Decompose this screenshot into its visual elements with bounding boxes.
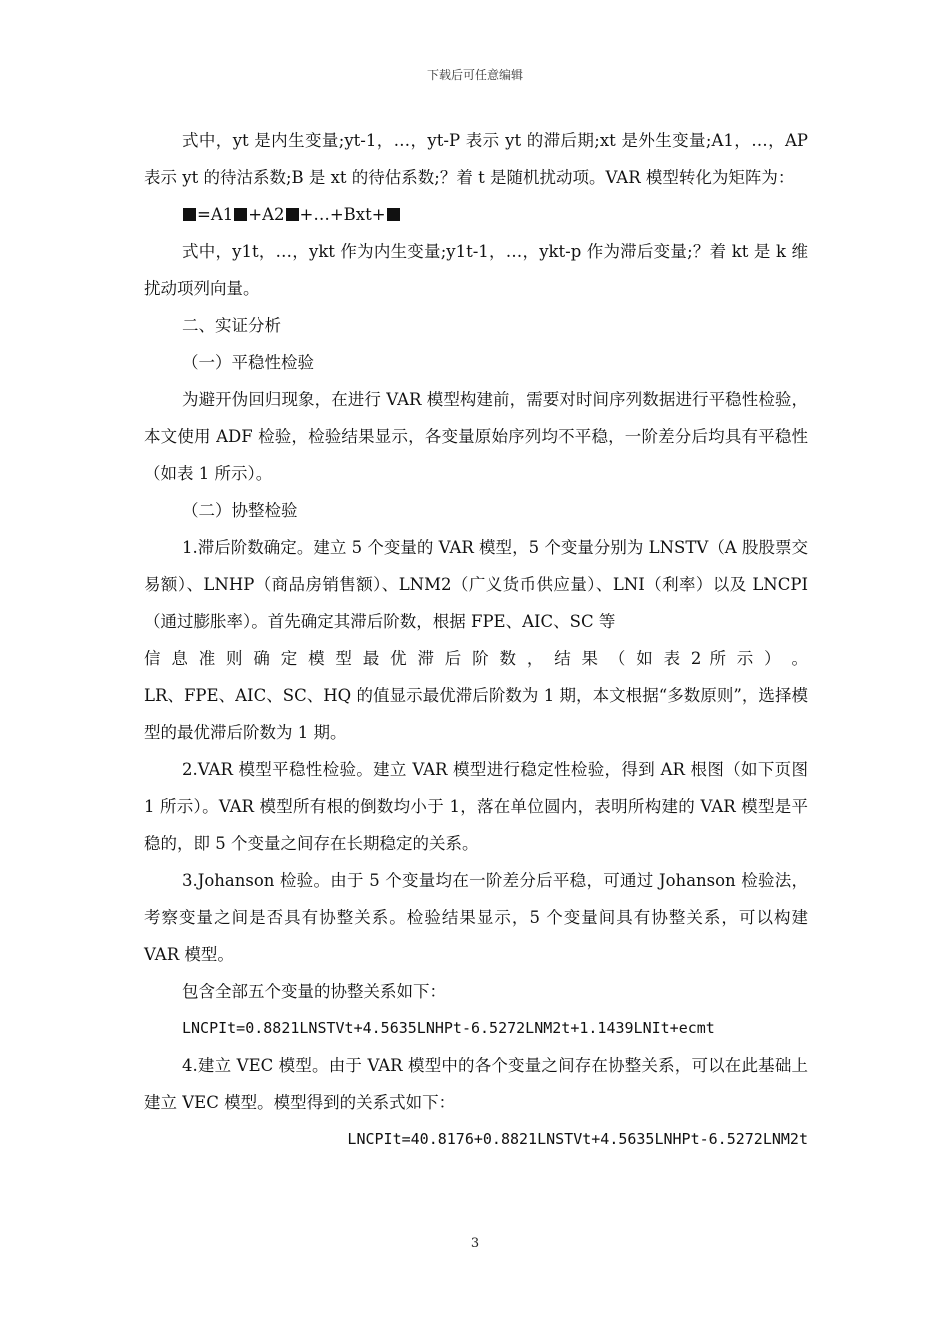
paragraph-vec-model: 4.建立 VEC 模型。由于 VAR 模型中的各个变量之间存在协整关系，可以在此基础上建立 VEC 模型。模型得到的关系式如下： (144, 1056, 808, 1112)
matrix-symbol (387, 208, 400, 221)
document-body (144, 122, 808, 1158)
matrix-symbol (183, 208, 196, 221)
paragraph-lag-order-part-2: 信 息 准 则 确 定 模 型 最 优 滞 后 阶 数 ， 结 果 （ 如 表 2 所 示 ） 。 (144, 649, 809, 668)
subsection-heading-stationarity: （一）平稳性检验 (182, 353, 314, 372)
matrix-symbol (234, 208, 247, 221)
formula-part: =A1 (197, 205, 234, 224)
formula-cointegration: LNCPIt=0.8821LNSTVt+4.5635LNHPt-6.5272LNM2t+1.1439LNIt+ecmt (182, 1019, 715, 1037)
paragraph-lag-order-part-1: 1.滞后阶数确定。建立 5 个变量的 VAR 模型，5 个变量分别为 LNSTV（A 股股票交易额）、LNHP（商品房销售额）、LNM2（广义货币供应量）、LNI（利率）以及 LNCPI（通过膨胀率）。首先确定其滞后阶数，根据 FPE、AIC、SC 等 (144, 538, 808, 631)
section-heading-empirical: 二、实证分析 (182, 316, 281, 335)
formula-part: +A2 (248, 205, 285, 224)
paragraph-matrix-explanation: 式中，y1t，…，ykt 作为内生变量;y1t-1，…，ykt-p 作为滞后变量;？着 kt 是 k 维扰动项列向量。 (144, 242, 808, 298)
paragraph-lag-order-part-3: LR、FPE、AIC、SC、HQ 的值显示最优滞后阶数为 1 期，本文根据“多数原则”，选择模型的最优滞后阶数为 1 期。 (144, 686, 808, 742)
paragraph-cointegration-intro: 包含全部五个变量的协整关系如下： (182, 982, 446, 1001)
paragraph-lag-order (144, 529, 808, 751)
paragraph-model-definition: 式中，yt 是内生变量;yt-1，…，yt-P 表示 yt 的滞后期;xt 是外生变量;A1，…，AP 表示 yt 的待沽系数;B 是 xt 的待估系数;？着 t 是随机扰动项。VAR 模型转化为矩阵为： (144, 131, 808, 187)
paragraph-johanson: 3.Johanson 检验。由于 5 个变量均在一阶差分后平稳，可通过 Johanson 检验法，考察变量之间是否具有协整关系。检验结果显示，5 个变量间具有协整关系，可以构建 VAR 模型。 (144, 871, 808, 964)
formula-vec: LNCPIt=40.8176+0.8821LNSTVt+4.5635LNHPt-6.5272LNM2t (347, 1130, 808, 1148)
paragraph-stationarity: 为避开伪回归现象，在进行 VAR 模型构建前，需要对时间序列数据进行平稳性检验，本文使用 ADF 检验，检验结果显示，各变量原始序列均不平稳，一阶差分后均具有平稳性（如表 1 所示）。 (144, 390, 808, 483)
page-header: 下载后可任意编辑 (426, 68, 523, 82)
matrix-formula (144, 196, 808, 233)
paragraph-var-stability: 2.VAR 模型平稳性检验。建立 VAR 模型进行稳定性检验，得到 AR 根图（如下页图 1 所示）。VAR 模型所有根的倒数均小于 1，落在单位圆内，表明所构建的 VAR 模型是平稳的，即 5 个变量之间存在长期稳定的关系。 (144, 760, 808, 853)
subsection-heading-cointegration: （二）协整检验 (182, 501, 298, 520)
matrix-symbol (286, 208, 299, 221)
formula-part: +…+Bxt+ (299, 205, 386, 224)
page-number: 3 (470, 1236, 480, 1251)
